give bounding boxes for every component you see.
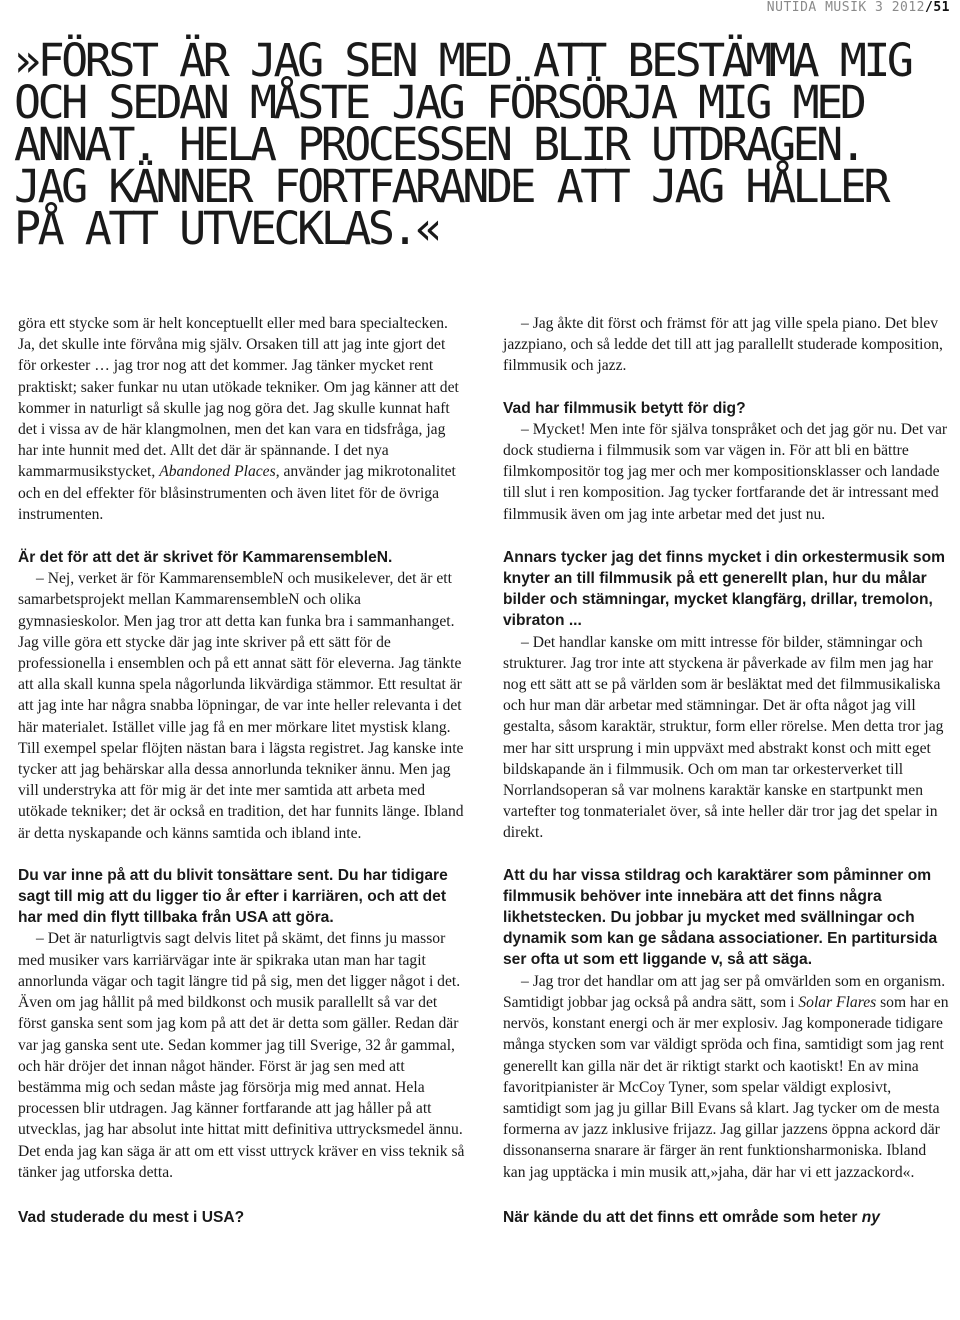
interview-question: Vad studerade du mest i USA? [18,1208,245,1226]
interview-answer: – Det är naturligtvis sagt delvis litet på skämt, det finns ju massor med musiker vars karriärvägar inte är spikraka utan man har tagit annorlunda vägar och tagit längre tid på sig, men det ligger något i det. Även om jag hållit på med bildkonst och musik parallellt så var det först ganska sent som jag kom på att det är detta som gäller. Redan där var jag ganska sent ute. Sedan kommer jag till Sverige, 32 år gammal, och här dröjer det innan något händer. Först är jag sen med att bestämma mig och sedan måste jag försörja mig med annat. Hela processen blir utdragen. Jag känner fortfarande att jag håller på att utvecklas, jag har absolut inte hittat mitt definitiva uttrycksmedel ännu. Det enda jag kan säga är att om ett visst uttryck kräver en viss teknik så tänker jag utforska detta. [18,930,465,1181]
interview-answer: – Nej, verket är för KammarensembleN och musikelever, det är ett samarbetsprojekt mellan KammarensembleN och olika gymnasieskolor. Men jag tror att detta kan funka bra i sammanhanget. Jag ville göra ett stycke där jag inte skriver på ett sätt för de professionella i ensemblen och på ett annat sätt för eleverna. Jag tänkte att alla skall kunna spela någorlunda likvärdiga stämmor. Ett resultat är att jag inte har några snabba löpningar, de var inte heller relevanta i det här materialet. Istället ville jag få en mer mörkare litet mystisk klang. Till exempel spelar flöjten nästan bara i lägsta registret. Jag kanske inte tycker att jag behärskar alla dessa annorlunda tekniker ännu. Men jag vill understryka att för mig är det inte mer samtida att arbeta med utökade tekniker; det är också en tradition, det har funnits länge. Ibland är detta nyskapande och känns samtida och ibland inte. [18,570,464,842]
paragraph-text: som har en nervös, konstant energi och är mer explosiv. Jag komponerade tidigare många stycken som var väldigt spröda och fina, samtidigt som jag rent generellt kan gilla när det är riktigt starkt och kaotiskt! En av mina favoritpianister är McCoy Tyner, som spelar väldigt explosivt, samtidigt som jag ju gillar Bill Evans så klart. Jag tycker om de mesta formerna av jazz inklusive frijazz. Jag gillar jazzens öppna ackord där dissonanserna snarare är färger än rent funktionsharmoniska. Ibland kan jag upptäcka i min musik att,»jaha, där har vi ett jazzackord«. [503,993,949,1181]
interview-answer: – Det handlar kanske om mitt intresse för bilder, stämningar och strukturer. Jag tror inte att styckena är påverkade av film men jag har nog ett sätt att se på världen som är besläktat med det filmmusikaliska och hur man där arbetar med stämningar. Det är ofta något jag vill gestalta, såsom karaktär, struktur, form eller rörelse. Men detta tror jag mer har sitt ursprung i min uppväxt med abstrakt konst och mitt eget bildskapande än i filmmusik. Och om man tar orkesterverket till Norrlandsoperan så var molnens karaktär kanske en startpunkt men vartefter tog tonmaterialet över, så inte heller där tror jag det spelar in direkt. [503,633,944,842]
magazine-issue: NUTIDA MUSIK 3 2012 [766,0,926,15]
page-number: 51 [933,0,950,15]
interview-question: Annars tycker jag det finns mycket i din orkestermusik som knyter an till filmmusik på ett generellt plan, hur du målar bilder och stämningar, mycket klangfärg, drillar, tremolon, vibraton ... [503,548,945,630]
interview-question: Att du har vissa stildrag och karaktärer som påminner om filmmusik behöver inte innebära att det finns några likhetstecken. Du jobbar ju mycket med svällningar och dynamik som kan ge sådana associationer. En partitursida ser ofta ut som ett liggande v, så att säga. [503,866,938,969]
interview-answer: – Mycket! Men inte för själva tonspråket och det jag gör nu. Det var dock studierna i filmmusik som var vägen in. För att bli en bättre filmkompositör tog jag mer och mer kompositionsklasser och landade till slut i ren komposition. Jag tycker fortfarande det är intressant med filmmusik även om jag inte arbetar med det just nu. [503,420,948,523]
interview-answer [503,971,951,1183]
interview-question: Du var inne på att du blivit tonsättare sent. Du har tidigare sagt till mig att du ligger tio år efter i karriären, och att det har med din flytt tillbaka från USA att göra. [18,866,448,927]
page-header [767,0,950,14]
paragraph-text: göra ett stycke som är helt konceptuellt eller med bara specialtecken. Ja, det skulle inte förvåna mig själv. Orsaken till att jag inte gjort det för orkester … jag tror nog att det kommer. Jag tänker mycket rent praktiskt; saker funkar nu utan utökade tekniker. Om jag känner att det kommer in naturligt så skulle jag nog göra det. Jag skulle kunnat haft det i vissa av de här klangmolnen, men det kan vara en tidsfråga, jag har inte hunnit med det. Allt det där är spännande. I det nya kammarmusikstycket, [18,315,459,481]
paragraph-text: – Jag tror det handlar om att jag ser på omvärlden som en organism. Samtidigt jobbar jag också på andra sätt, som i [503,972,946,1011]
body-paragraph [18,313,466,525]
paragraph-text: , använder jag mikrotonalitet och en del effekter för blåsinstrumenten och även litet för de övriga instrumenten. [18,463,456,523]
work-title: Abandoned Places [159,463,276,481]
page-separator: / [925,0,934,15]
interview-question: Vad har filmmusik betytt för dig? [503,399,746,417]
right-column [503,313,951,1228]
work-title: Solar Flares [798,993,877,1011]
interview-answer: – Jag åkte dit först och främst för att jag ville spela piano. Det blev jazzpiano, och så ledde det till att jag parallellt studerade komposition, filmmusik och jazz. [503,315,943,375]
left-column [18,313,466,1228]
interview-question [503,1207,951,1228]
interview-question: Är det för att det är skrivet för KammarensembleN. [18,549,393,567]
pull-quote: »FÖRST ÄR JAG SEN MED ATT BESTÄMMA MIG OCH SEDAN MÅSTE JAG FÖRSÖRJA MIG MED ANNAT. HELA PROCESSEN BLIR UTDRAGEN. JAG KÄNNER FORTFARANDE ATT JAG HÅLLER PÅ ATT UTVECKLAS.« [14,34,911,255]
question-emphasis: ny [861,1208,880,1226]
question-text: När kände du att det finns ett område som heter [503,1208,862,1226]
